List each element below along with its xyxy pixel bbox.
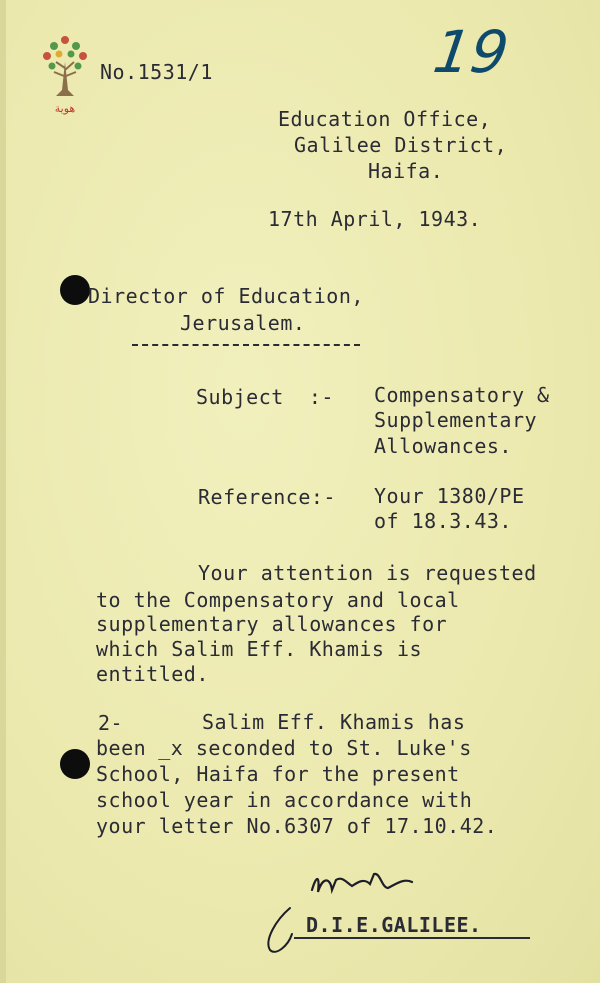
punch-hole [60, 275, 90, 305]
paragraph1-line-1: Your attention is requested [198, 561, 537, 585]
sender-line-3: Haifa. [368, 159, 444, 183]
paragraph1-line-5: entitled. [96, 662, 209, 686]
signature-underline [294, 937, 530, 939]
letter-date: 17th April, 1943. [268, 207, 482, 231]
recipient-line-1: Director of Education, [88, 284, 364, 308]
subject-line-3: Allowances. [374, 434, 512, 458]
signature-title: D.I.E.GALILEE. [306, 913, 482, 937]
paragraph2-line-2: been ̲x seconded to St. Luke's [96, 736, 472, 760]
tree-logo-icon [34, 26, 96, 118]
paragraph1-line-3: supplementary allowances for [96, 612, 448, 636]
paragraph2-line-4: school year in accordance with [96, 788, 473, 812]
paragraph1-line-2: to the Compensatory and local [96, 588, 460, 612]
svg-text:هوية: هوية [54, 102, 76, 115]
file-number: No.1531/1 [100, 60, 213, 84]
reference-line-1: Your 1380/PE [374, 484, 525, 508]
reference-label: Reference:- [198, 485, 336, 509]
paragraph2-line-3: School, Haifa for the present [96, 762, 460, 786]
punch-hole [60, 749, 90, 779]
recipient-line-2: Jerusalem. [180, 311, 306, 335]
sender-line-1: Education Office, [278, 107, 492, 131]
subject-line-2: Supplementary [374, 408, 538, 432]
subject-line-1: Compensatory & [374, 383, 550, 407]
reference-line-2: of 18.3.43. [374, 509, 512, 533]
address-divider [132, 344, 360, 346]
handwritten-page-number: 19 [429, 18, 513, 86]
paragraph2-line-5: your letter No.6307 of 17.10.42. [96, 814, 498, 838]
subject-label: Subject :- [196, 385, 334, 409]
paragraph2-line-1: Salim Eff. Khamis has [202, 710, 466, 734]
sender-line-2: Galilee District, [294, 133, 508, 157]
paragraph1-line-4: which Salim Eff. Khamis is [96, 637, 423, 661]
paragraph2-number: 2- [98, 711, 124, 735]
